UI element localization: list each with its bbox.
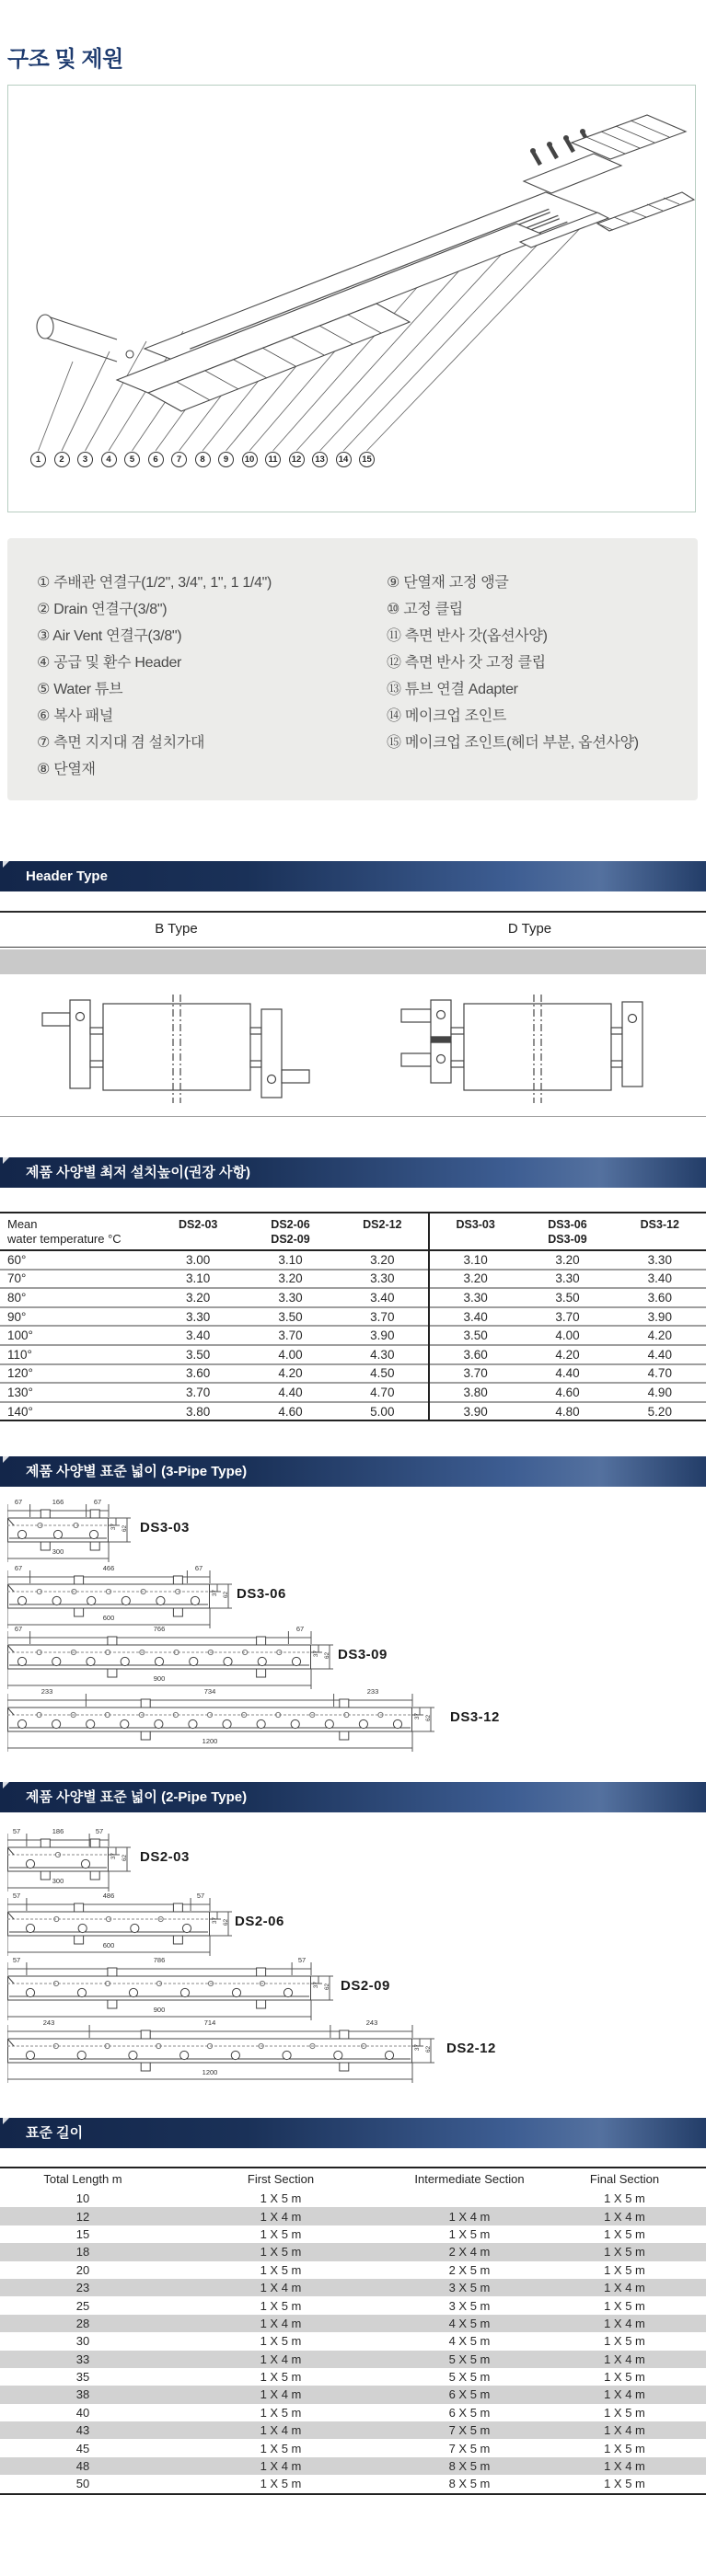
length-table-row — [0, 2368, 706, 2386]
profile-drawing — [7, 1829, 136, 1897]
cell-value: 4.70 — [337, 1383, 429, 1402]
cell-final-section: 1 X 4 m — [604, 2459, 645, 2474]
dim-label: 62 — [425, 1714, 433, 1722]
profile-drawing — [7, 1566, 237, 1634]
callout-number: 2 — [54, 452, 70, 467]
dim-label: 166 — [52, 1498, 64, 1506]
length-table-row — [0, 2243, 706, 2260]
length-table-row — [0, 2315, 706, 2332]
cell-value: 3.40 — [337, 1288, 429, 1307]
col-header-ds3-12: DS3-12 — [614, 1213, 706, 1250]
cell-value: 3.20 — [152, 1288, 244, 1307]
dim-label: 57 — [297, 1956, 307, 1964]
cell-intermediate-section: 8 X 5 m — [448, 2459, 491, 2474]
cell-value: 3.40 — [152, 1326, 244, 1345]
cell-value: 3.30 — [152, 1307, 244, 1327]
cell-first-section: 1 X 5 m — [260, 2441, 302, 2455]
cell-intermediate-section: 6 X 5 m — [448, 2387, 491, 2402]
cell-intermediate-section: 6 X 5 m — [448, 2405, 491, 2420]
dim-label: 734 — [203, 1687, 216, 1696]
cell-final-section: 1 X 4 m — [604, 2423, 645, 2438]
length-table-row — [0, 2261, 706, 2279]
section-title: 제품 사양별 최저 설치높이(권장 사항) — [26, 1165, 251, 1180]
cell-value: 3.70 — [337, 1307, 429, 1327]
legend-item: ⑪ 측면 반사 갓(옵션사양) — [387, 628, 548, 644]
col-header-final-section: Final Section — [589, 2172, 660, 2186]
cell-first-section: 1 X 4 m — [260, 2459, 302, 2474]
dim-label: 37 — [313, 1650, 320, 1658]
cell-value: 3.30 — [614, 1250, 706, 1270]
cell-value: 3.70 — [521, 1307, 613, 1327]
structure-isometric-drawing — [8, 86, 695, 512]
cell-value: 3.90 — [337, 1326, 429, 1345]
cell-final-section: 1 X 5 m — [604, 2441, 645, 2455]
dim-label: 466 — [102, 1564, 115, 1572]
dim-label: 62 — [324, 1651, 331, 1660]
legend-item: ④ 공급 및 환수 Header — [37, 655, 182, 671]
cell-value: 4.20 — [614, 1326, 706, 1345]
width-diagram-ds3-06 — [7, 1564, 286, 1634]
callout-number: 1 — [30, 452, 46, 467]
cell-final-section: 1 X 5 m — [604, 2405, 645, 2420]
col-header-intermediate-section: Intermediate Section — [414, 2172, 525, 2186]
cell-first-section: 1 X 5 m — [260, 2477, 302, 2491]
dim-label: 67 — [14, 1625, 23, 1633]
install-table-row — [0, 1364, 706, 1384]
cell-value: 4.00 — [521, 1326, 613, 1345]
cell-total-length: 38 — [75, 2387, 90, 2402]
cell-total-length: 10 — [75, 2191, 90, 2206]
cell-intermediate-section: 2 X 4 m — [448, 2245, 491, 2260]
legend-column-left — [37, 569, 272, 783]
dim-label: 67 — [93, 1498, 102, 1506]
cell-first-section: 1 X 4 m — [260, 2316, 302, 2330]
cell-value: 3.10 — [152, 1270, 244, 1289]
cell-temperature: 140° — [0, 1402, 152, 1421]
cell-total-length: 25 — [75, 2298, 90, 2313]
cell-value: 3.90 — [429, 1402, 521, 1421]
cell-final-section: 1 X 4 m — [604, 2387, 645, 2402]
cell-total-length: 33 — [75, 2352, 90, 2366]
cell-value: 4.20 — [521, 1345, 613, 1364]
cell-value: 3.20 — [244, 1270, 336, 1289]
cell-value: 3.20 — [429, 1270, 521, 1289]
cell-value: 3.10 — [244, 1250, 336, 1270]
dim-label: 37 — [212, 1916, 219, 1925]
section-bar-width-2pipe — [0, 1782, 706, 1812]
callout-row — [30, 452, 375, 467]
cell-total-length: 45 — [75, 2441, 90, 2455]
legend-item: ③ Air Vent 연결구(3/8") — [37, 628, 182, 644]
length-table-row — [0, 2190, 706, 2207]
profile-drawing — [7, 1627, 339, 1695]
cell-final-section: 1 X 5 m — [604, 2245, 645, 2260]
model-label: DS3-06 — [237, 1586, 286, 1602]
model-label: DS3-12 — [450, 1709, 500, 1725]
dim-label: 900 — [153, 2006, 166, 2014]
legend-column-right — [387, 569, 639, 756]
length-table-row — [0, 2332, 706, 2350]
dim-label: 37 — [313, 1981, 320, 1989]
dim-label: 57 — [196, 1892, 205, 1900]
cell-intermediate-section: 5 X 5 m — [448, 2370, 491, 2385]
callout-number: 14 — [336, 452, 352, 467]
install-header-row — [0, 1213, 706, 1250]
dim-label: 62 — [223, 1918, 230, 1926]
cell-value: 4.50 — [337, 1364, 429, 1384]
dim-label: 714 — [203, 2018, 216, 2027]
cell-value: 3.70 — [244, 1326, 336, 1345]
dim-label: 37 — [110, 1523, 118, 1531]
dim-label: 62 — [324, 1983, 331, 1991]
length-table-row — [0, 2475, 706, 2493]
cell-final-section: 1 X 5 m — [604, 2477, 645, 2491]
cell-first-section: 1 X 5 m — [260, 2370, 302, 2385]
dim-label: 233 — [41, 1687, 53, 1696]
cell-first-section: 1 X 5 m — [260, 2226, 302, 2241]
model-label: DS3-09 — [338, 1647, 388, 1662]
d-type-diagram — [385, 991, 670, 1107]
cell-first-section: 1 X 4 m — [260, 2423, 302, 2438]
model-label: DS2-12 — [446, 2041, 496, 2056]
cell-final-section: 1 X 5 m — [604, 2191, 645, 2206]
dim-label: 62 — [223, 1591, 230, 1599]
dim-label: 57 — [95, 1827, 104, 1835]
cell-value: 4.20 — [244, 1364, 336, 1384]
cell-value: 5.20 — [614, 1402, 706, 1421]
cell-value: 3.70 — [152, 1383, 244, 1402]
install-table-row — [0, 1383, 706, 1402]
cell-intermediate-section: 3 X 5 m — [448, 2281, 491, 2295]
dim-label: 37 — [414, 1712, 422, 1720]
cell-temperature: 70° — [0, 1270, 152, 1289]
profile-drawing — [7, 1689, 440, 1757]
section-title: 표준 길이 — [26, 2125, 84, 2141]
legend-item: ① 주배관 연결구(1/2", 3/4", 1", 1 1/4") — [37, 575, 272, 591]
cell-value: 4.00 — [244, 1345, 336, 1364]
callout-number: 8 — [195, 452, 211, 467]
cell-total-length: 50 — [75, 2477, 90, 2491]
install-table-row — [0, 1402, 706, 1421]
cell-value: 3.50 — [521, 1288, 613, 1307]
dim-label: 600 — [102, 1941, 115, 1949]
profile-drawing — [7, 1500, 136, 1568]
cell-temperature: 130° — [0, 1383, 152, 1402]
cell-value: 3.50 — [152, 1345, 244, 1364]
cell-intermediate-section: 4 X 5 m — [448, 2334, 491, 2349]
legend-item: ⑨ 단열재 고정 앵글 — [387, 575, 509, 591]
cell-intermediate-section: 4 X 5 m — [448, 2316, 491, 2330]
cell-value: 3.30 — [244, 1288, 336, 1307]
install-table-row — [0, 1326, 706, 1345]
install-height-table — [0, 1212, 706, 1421]
cell-total-length: 20 — [75, 2262, 90, 2277]
cell-value: 3.30 — [521, 1270, 613, 1289]
cell-value: 4.60 — [244, 1402, 336, 1421]
col-header-ds2-03: DS2-03 — [152, 1213, 244, 1250]
cell-value: 3.50 — [244, 1307, 336, 1327]
cell-total-length: 35 — [75, 2370, 90, 2385]
cell-final-section: 1 X 4 m — [604, 2209, 645, 2224]
cell-final-section: 1 X 5 m — [604, 2262, 645, 2277]
callout-number: 7 — [171, 452, 187, 467]
legend-box — [7, 538, 698, 800]
dim-label: 243 — [42, 2018, 55, 2027]
cell-temperature: 80° — [0, 1288, 152, 1307]
cell-value: 3.20 — [521, 1250, 613, 1270]
cell-value: 3.80 — [152, 1402, 244, 1421]
cell-total-length: 23 — [75, 2281, 90, 2295]
cell-value: 5.00 — [337, 1402, 429, 1421]
cell-value: 3.20 — [337, 1250, 429, 1270]
cell-first-section: 1 X 4 m — [260, 2281, 302, 2295]
width-diagram-ds2-12 — [7, 2018, 496, 2088]
callout-number: 6 — [148, 452, 164, 467]
callout-number: 10 — [242, 452, 258, 467]
cell-value: 4.40 — [521, 1364, 613, 1384]
cell-intermediate-section: 3 X 5 m — [448, 2298, 491, 2313]
install-table-row — [0, 1288, 706, 1307]
standard-length-table — [0, 2167, 706, 2495]
dim-label: 57 — [12, 1956, 21, 1964]
model-label: DS2-06 — [235, 1914, 284, 1929]
cell-intermediate-section: 7 X 5 m — [448, 2441, 491, 2455]
cell-value: 3.60 — [152, 1364, 244, 1384]
cell-final-section: 1 X 5 m — [604, 2298, 645, 2313]
cell-value: 4.60 — [521, 1383, 613, 1402]
dim-label: 1200 — [202, 2068, 218, 2076]
cell-temperature: 120° — [0, 1364, 152, 1384]
length-table-row — [0, 2207, 706, 2225]
cell-final-section: 1 X 4 m — [604, 2281, 645, 2295]
section-title: Header Type — [26, 868, 108, 884]
legend-item: ⑤ Water 튜브 — [37, 682, 123, 697]
cell-value: 3.40 — [429, 1307, 521, 1327]
callout-number: 15 — [359, 452, 375, 467]
length-table-row — [0, 2404, 706, 2421]
length-table-row — [0, 2421, 706, 2439]
cell-value: 3.10 — [429, 1250, 521, 1270]
model-label: DS2-09 — [341, 1978, 390, 1994]
model-label: DS2-03 — [140, 1849, 190, 1865]
dim-label: 67 — [14, 1564, 23, 1572]
b-type-label: B Type — [155, 921, 198, 937]
cell-temperature: 100° — [0, 1326, 152, 1345]
cell-value: 3.30 — [429, 1288, 521, 1307]
legend-item: ⑫ 측면 반사 갓 고정 클립 — [387, 655, 546, 671]
length-table-row — [0, 2351, 706, 2368]
cell-value: 3.00 — [152, 1250, 244, 1270]
section-bar-install-height — [0, 1157, 706, 1188]
dim-label: 37 — [110, 1852, 118, 1860]
b-type-diagram — [35, 991, 320, 1107]
dim-label: 62 — [122, 1854, 129, 1862]
profile-drawing — [7, 2020, 440, 2088]
callout-number: 9 — [218, 452, 234, 467]
dim-label: 62 — [122, 1524, 129, 1533]
cell-final-section: 1 X 4 m — [604, 2352, 645, 2366]
length-table-row — [0, 2457, 706, 2475]
section-bar-standard-length — [0, 2118, 706, 2148]
dim-label: 186 — [52, 1827, 64, 1835]
cell-total-length: 18 — [75, 2245, 90, 2260]
legend-item: ⑮ 메이크업 조인트(헤더 부분, 옵션사양) — [387, 735, 639, 751]
cell-first-section: 1 X 5 m — [260, 2262, 302, 2277]
width-diagram-ds3-03 — [7, 1498, 190, 1568]
width-diagram-ds2-03 — [7, 1827, 190, 1897]
legend-item: ⑩ 고정 클립 — [387, 602, 463, 617]
cell-intermediate-section — [396, 2190, 543, 2207]
cell-first-section: 1 X 5 m — [260, 2405, 302, 2420]
cell-value: 4.80 — [521, 1402, 613, 1421]
dim-label: 300 — [52, 1877, 64, 1885]
col-header-mean-temp: Mean water temperature °C — [0, 1213, 152, 1250]
cell-value: 3.40 — [614, 1270, 706, 1289]
callout-number: 13 — [312, 452, 328, 467]
model-label: DS3-03 — [140, 1520, 190, 1535]
cell-intermediate-section: 8 X 5 m — [448, 2477, 491, 2491]
cell-total-length: 15 — [75, 2226, 90, 2241]
legend-item: ⑭ 메이크업 조인트 — [387, 708, 507, 724]
section-bar-width-3pipe — [0, 1456, 706, 1487]
dim-label: 57 — [12, 1827, 21, 1835]
col-header-ds2-12: DS2-12 — [337, 1213, 429, 1250]
d-type-label: D Type — [507, 921, 552, 937]
gray-band — [0, 949, 706, 974]
cell-total-length: 28 — [75, 2316, 90, 2330]
callout-number: 3 — [77, 452, 93, 467]
section-bar-header-type — [0, 861, 706, 891]
cell-first-section: 1 X 5 m — [260, 2191, 302, 2206]
dim-label: 233 — [366, 1687, 379, 1696]
section-title: 제품 사양별 표준 넓이 (2-Pipe Type) — [26, 1789, 248, 1805]
cell-intermediate-section: 5 X 5 m — [448, 2352, 491, 2366]
install-table-row — [0, 1345, 706, 1364]
col-header-first-section: First Section — [247, 2172, 315, 2186]
dim-label: 786 — [153, 1956, 166, 1964]
legend-item: ⑬ 튜브 연결 Adapter — [387, 682, 518, 697]
dim-label: 900 — [153, 1674, 166, 1683]
cell-first-section: 1 X 4 m — [260, 2209, 302, 2224]
profile-drawing — [7, 1958, 339, 2026]
cell-value: 3.60 — [429, 1345, 521, 1364]
legend-item: ② Drain 연결구(3/8") — [37, 602, 168, 617]
cell-final-section: 1 X 4 m — [604, 2316, 645, 2330]
cell-first-section: 1 X 4 m — [260, 2352, 302, 2366]
cell-total-length: 43 — [75, 2423, 90, 2438]
profile-drawing — [7, 1893, 237, 1961]
width-diagram-ds2-06 — [7, 1892, 284, 1961]
header-type-table — [0, 911, 706, 1117]
cell-value: 3.60 — [614, 1288, 706, 1307]
cell-first-section: 1 X 5 m — [260, 2298, 302, 2313]
cell-value: 4.70 — [614, 1364, 706, 1384]
dim-label: 57 — [12, 1892, 21, 1900]
callout-number: 5 — [124, 452, 140, 467]
cell-final-section: 1 X 5 m — [604, 2370, 645, 2385]
dim-label: 600 — [102, 1614, 115, 1622]
cell-total-length: 40 — [75, 2405, 90, 2420]
section-title: 제품 사양별 표준 넓이 (3-Pipe Type) — [26, 1464, 248, 1479]
callout-number: 11 — [265, 452, 281, 467]
cell-first-section: 1 X 4 m — [260, 2387, 302, 2402]
cell-total-length: 30 — [75, 2334, 90, 2349]
dim-label: 37 — [212, 1589, 219, 1597]
col-header-total-length: Total Length m — [43, 2172, 122, 2186]
length-table-row — [0, 2386, 706, 2403]
dim-label: 67 — [14, 1498, 23, 1506]
cell-intermediate-section: 1 X 5 m — [448, 2226, 491, 2241]
cell-temperature: 110° — [0, 1345, 152, 1364]
dim-label: 300 — [52, 1547, 64, 1556]
cell-final-section: 1 X 5 m — [604, 2226, 645, 2241]
cell-value: 4.90 — [614, 1383, 706, 1402]
structure-diagram-box — [7, 85, 696, 512]
length-table-row — [0, 2279, 706, 2296]
cell-value: 4.30 — [337, 1345, 429, 1364]
page-title: 구조 및 제원 — [7, 47, 123, 72]
dim-label: 766 — [153, 1625, 166, 1633]
cell-value: 3.90 — [614, 1307, 706, 1327]
dim-label: 486 — [102, 1892, 115, 1900]
cell-first-section: 1 X 5 m — [260, 2334, 302, 2349]
cell-value: 3.80 — [429, 1383, 521, 1402]
length-table-row — [0, 2296, 706, 2314]
cell-intermediate-section: 1 X 4 m — [448, 2209, 491, 2224]
dim-label: 67 — [194, 1564, 203, 1572]
install-table-row — [0, 1270, 706, 1289]
cell-intermediate-section: 7 X 5 m — [448, 2423, 491, 2438]
dim-label: 62 — [425, 2045, 433, 2053]
dim-label: 243 — [365, 2018, 378, 2027]
cell-value: 3.30 — [337, 1270, 429, 1289]
col-header-ds3-06-09: DS3-06 DS3-09 — [521, 1213, 613, 1250]
col-header-ds3-03: DS3-03 — [429, 1213, 521, 1250]
cell-value: 3.70 — [429, 1364, 521, 1384]
legend-item: ⑧ 단열재 — [37, 762, 96, 777]
cell-total-length: 48 — [75, 2459, 90, 2474]
legend-item: ⑦ 측면 지지대 겸 설치가대 — [37, 735, 205, 751]
cell-temperature: 60° — [0, 1250, 152, 1270]
cell-first-section: 1 X 5 m — [260, 2245, 302, 2260]
legend-item: ⑥ 복사 패널 — [37, 708, 113, 724]
cell-value: 3.50 — [429, 1326, 521, 1345]
callout-number: 4 — [101, 452, 117, 467]
length-table-row — [0, 2439, 706, 2456]
width-diagram-ds3-12 — [7, 1687, 500, 1757]
length-table-row — [0, 2225, 706, 2243]
callout-number: 12 — [289, 452, 305, 467]
cell-value: 4.40 — [244, 1383, 336, 1402]
install-table-row — [0, 1307, 706, 1327]
col-header-ds2-06-09: DS2-06 DS2-09 — [244, 1213, 336, 1250]
cell-intermediate-section: 2 X 5 m — [448, 2262, 491, 2277]
cell-temperature: 90° — [0, 1307, 152, 1327]
header-type-header-row — [0, 913, 706, 948]
dim-label: 1200 — [202, 1737, 218, 1745]
dim-label: 37 — [414, 2043, 422, 2052]
install-table-row — [0, 1250, 706, 1270]
cell-value: 4.40 — [614, 1345, 706, 1364]
length-header-row — [0, 2168, 706, 2190]
cell-total-length: 12 — [75, 2209, 90, 2224]
cell-final-section: 1 X 5 m — [604, 2334, 645, 2349]
dim-label: 67 — [295, 1625, 305, 1633]
